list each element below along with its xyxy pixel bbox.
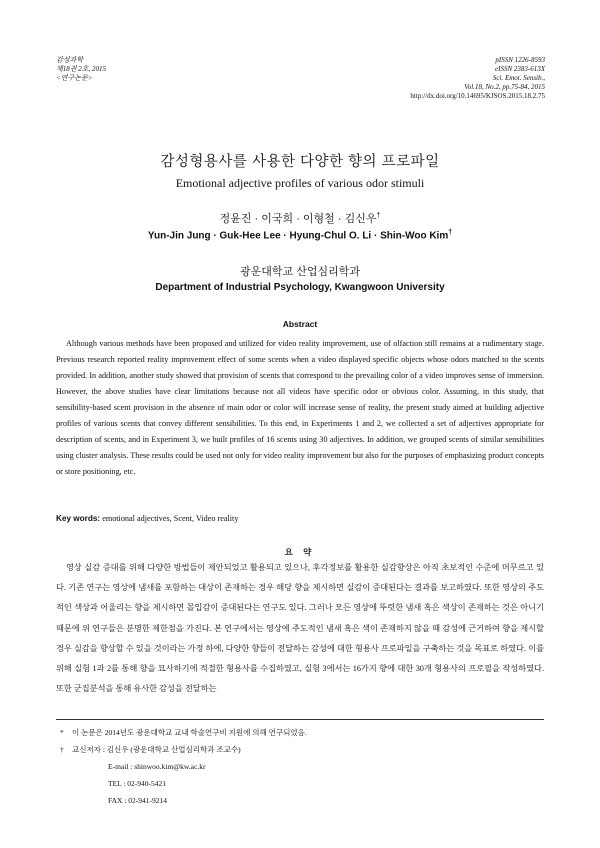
footnotes [60, 724, 307, 809]
corresponding-mark: † [60, 745, 64, 754]
funding-note [60, 724, 307, 741]
affiliation-korean: 광운대학교 산업심리학과 [240, 266, 360, 278]
corresponding-author-mark-en: † [448, 229, 453, 236]
authors-english-names: Yun-Jin Jung · Guk-Hee Lee · Hyung-Chul O. Li · Shin-Woo Kim [147, 230, 449, 242]
affiliation-english: Department of Industrial Psychology, Kwangwoon University [155, 282, 445, 293]
journal-volume: 제18권 2호, 2015 [56, 65, 107, 73]
title-korean: 감성형용사를 사용한 다양한 향의 프로파일 [160, 154, 440, 170]
journal-abbrev: Sci. Emot. Sensib., [492, 74, 545, 82]
authors-korean [0, 210, 600, 226]
keywords [56, 513, 544, 525]
email-line[interactable]: E-mail : shinwoo.kim@kw.ac.kr [108, 762, 206, 771]
journal-name: 감성과학 [56, 56, 84, 64]
footnote-divider [56, 719, 544, 720]
tel-line: TEL : 02-940-5421 [108, 779, 167, 788]
journal-header-right [410, 56, 545, 101]
keywords-label: Key words: [56, 514, 101, 523]
abstract-heading: Abstract [282, 319, 318, 329]
journal-header-left [56, 56, 106, 83]
abstract-text: Although various methods have been proposed and utilized for video reality improvement, use of olfaction still remains at a rudimentary stage. Previous research reported reality improvement effect of some scents when a video displayed specific objects whose odors matched to the scents provided. In addition, another study showed that provision of scents that correspond to the prevailing color of a video improves sense of immersion. However, the above studies have clear limitations because not all videos have specific odor or obvious color. Assuming, in this study, that sensibility-based scent provision in the absence of main odor or color will increase sense of reality, the present study aimed at building adjective profiles of various scents that convey different sensibilities. To this end, in Experiments 1 and 2, we collected a set of adjectives appropriate for description of scents, and in Experiment 3, we built profiles of 16 scents using 30 adjectives. In addition, we grouped scents of similar sensibilities using cluster analysis. These results could be used not only for video reality improvement but also for the purposes of emphasizing product concepts or store positioning, etc. [56, 339, 544, 476]
pissn: pISSN 1226-8593 [495, 56, 545, 64]
eissn: eISSN 2383-613X [495, 65, 545, 73]
corresponding-note [60, 741, 307, 758]
corresponding-author-mark: † [376, 212, 381, 220]
doi-link[interactable]: http://dx.doi.org/10.14695/KJSOS.2015.18.2.75 [410, 92, 545, 100]
funding-mark: * [60, 728, 64, 737]
authors-english [0, 229, 600, 241]
article-type: <연구논문> [56, 74, 93, 82]
summary-heading: 요 약 [284, 547, 316, 557]
volume-pages: Vol.18, No.2, pp.75-84, 2015 [464, 83, 545, 91]
funding-text: 이 논문은 2014년도 광운대학교 교내 학술연구비 지원에 의해 연구되었음. [72, 728, 307, 737]
title-english: Emotional adjective profiles of various odor stimuli [175, 176, 425, 190]
authors-korean-names: 정윤진 · 이국희 · 이형철 · 김신우 [219, 213, 377, 225]
fax-line: FAX : 02-941-9214 [108, 796, 168, 805]
keywords-list: emotional adjectives, Scent, Video reality [102, 514, 239, 523]
summary-text: 영상 실감 증대를 위해 다양한 방법들이 제안되었고 활용되고 있으나, 후각정보를 활용한 실감향상은 아직 초보적인 수준에 머무르고 있다. 기존 연구는 영상에 냄새를 포함하는 대상이 존재하는 경우 해당 향을 제시하면 실감이 증대된다는 결과를 보고하였다. 또한 영상의 주도적인 색상과 어울리는 향을 제시하면 몰입감이 증대된다는 연구도 있다. 그러나 모든 영상에 뚜렷한 냄새 혹은 색상이 존재하는 것은 아니기 때문에 위 연구들은 분명한 제한점을 가진다. 본 연구에서는 영상에 주도적인 냄새 혹은 색이 존재하지 않을 때 감성에 근거하여 향을 제시할 경우 실감을 향상할 수 있을 것이라는 가정 하에, 다양한 향들이 전달하는 감성에 대한 형용사 프로파일을 구축하는 것을 목표로 하였다. 이를 위해 실험 1과 2를 통해 향을 묘사하기에 적절한 형용사를 수집하였고, 실험 3에서는 16가지 향에 대한 30개 형용사의 프로필을 작성하였다. 또한 군집분석을 통해 유사한 감성을 전달하는 [56, 563, 544, 694]
corresponding-text: 교신저자 : 김신우 (광운대학교 산업심리학과 조교수) [72, 745, 241, 754]
